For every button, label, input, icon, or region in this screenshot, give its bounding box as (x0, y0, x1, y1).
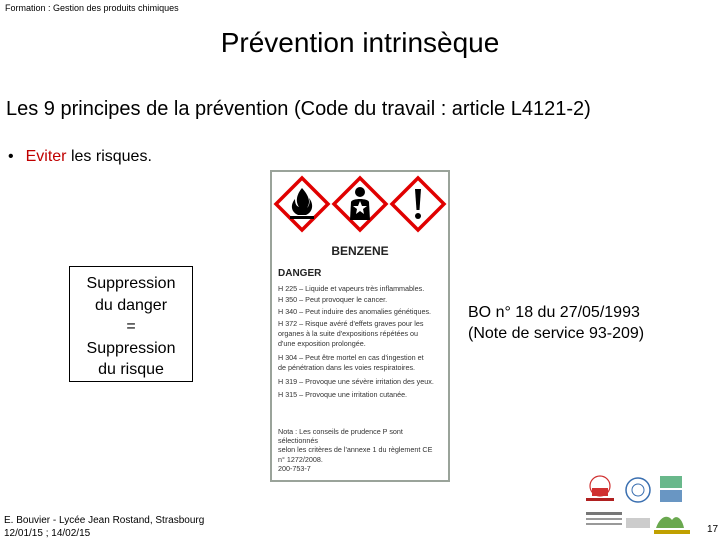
reference-text (468, 302, 644, 344)
reference-line-1: BO n° 18 du 27/05/1993 (468, 304, 640, 321)
reference-line-2: (Note de service 93-209) (468, 325, 645, 342)
hazard-statement: H 372 – Risque avéré d'effets graves pour les (278, 319, 424, 328)
footer-author: E. Bouvier - Lycée Jean Rostand, Strasbourg (4, 515, 205, 526)
suppression-line: du danger (94, 296, 168, 314)
suppression-line: du risque (98, 361, 164, 378)
note-line: selon les critères de l'annexe 1 du règlement CE (278, 445, 433, 455)
hazard-statement: H 319 – Provoque une sévère irritation des yeux. (278, 377, 434, 386)
bullet-marker: • (8, 148, 14, 165)
partner-logos (580, 468, 704, 540)
hazard-statement: H 304 – Peut être mortel en cas d'ingestion et (278, 353, 424, 362)
hazard-statement: d'une exposition prolongée. (278, 339, 366, 348)
footer-dates: 12/01/15 ; 14/02/15 (4, 528, 91, 539)
benzene-label (270, 170, 450, 482)
header-note: Formation : Gestion des produits chimiques (5, 3, 179, 13)
exclamation-icon (392, 178, 444, 230)
suppression-line: = (126, 318, 136, 335)
hazard-pictograms (272, 174, 448, 234)
note-line: Nota : Les conseils de prudence P sont sélectionnés (278, 427, 403, 446)
signal-word: DANGER (278, 268, 322, 279)
region-alsace-logo (626, 476, 682, 502)
subtitle: Les 9 principes de la prévention (Code du travail : article L4121-2) (6, 98, 591, 120)
bullet-text: les risques. (66, 148, 152, 165)
footer (4, 514, 204, 540)
page-title: Prévention intrinsèque (220, 27, 500, 58)
ec-number: 200-753-7 (278, 464, 311, 473)
hazard-statement: H 225 – Liquide et vapeurs très inflammables. (278, 284, 425, 293)
note-line: n° 1272/2008. (278, 454, 323, 464)
hazard-statement: organes à la suite d'expositions répétées ou (278, 329, 419, 338)
health-hazard-icon (334, 178, 386, 230)
hazard-statement: H 315 – Provoque une irritation cutanée. (278, 390, 408, 399)
academie-strasbourg-logo (586, 476, 614, 501)
suppression-line: Suppression (86, 275, 176, 292)
label-note (278, 427, 444, 464)
suppression-box (69, 266, 193, 382)
hazard-statement: H 350 – Peut provoquer le cancer. (278, 295, 388, 304)
hazard-statement: de pénétration dans les voies respiratoires. (278, 363, 416, 372)
suppression-line: Suppression (86, 339, 176, 357)
bullet-item (8, 148, 152, 166)
hazard-statement: H 340 – Peut induire des anomalies génétiques. (278, 307, 432, 316)
flame-icon (276, 178, 328, 230)
ministere-logo (586, 512, 650, 528)
bullet-highlight: Eviter (25, 148, 67, 165)
tredi-logo (654, 517, 690, 534)
chemical-name: BENZENE (331, 244, 389, 258)
page-number: 17 (707, 524, 719, 535)
